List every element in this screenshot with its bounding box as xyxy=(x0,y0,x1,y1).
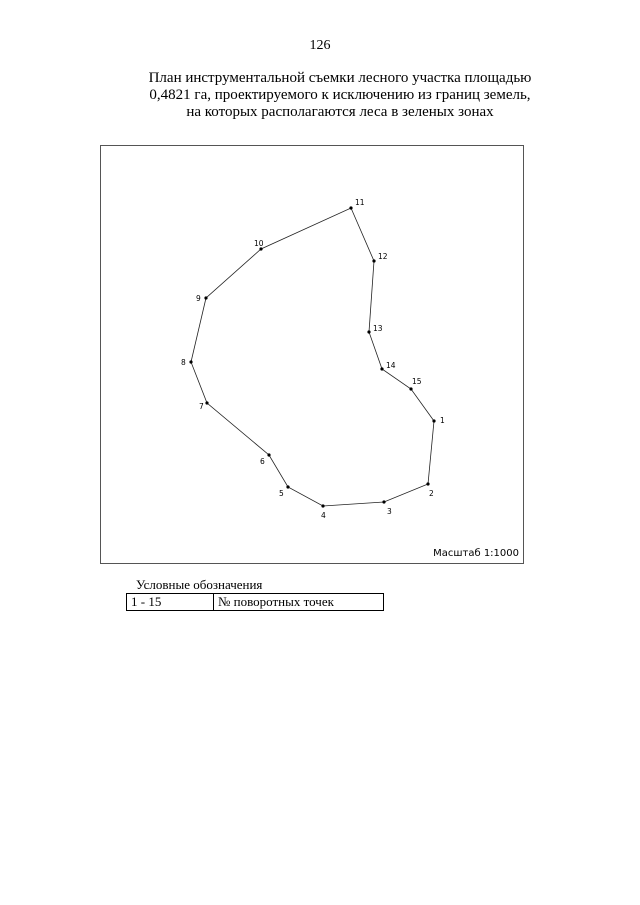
turning-point-label-1: 1 xyxy=(440,416,445,425)
turning-point-11 xyxy=(349,206,352,209)
turning-point-2 xyxy=(426,482,429,485)
scale-label: Масштаб 1:1000 xyxy=(433,548,519,559)
plot-boundary xyxy=(191,208,434,506)
plan-drawing xyxy=(101,146,523,563)
turning-point-label-3: 3 xyxy=(387,507,392,516)
turning-point-6 xyxy=(267,453,270,456)
survey-plan xyxy=(100,145,524,564)
legend-symbol: 1 - 15 xyxy=(127,594,214,611)
legend-table xyxy=(126,593,384,611)
turning-point-label-15: 15 xyxy=(412,377,422,386)
title-line-2: 0,4821 га, проектируемого к исключению из границ земель, xyxy=(149,87,531,103)
turning-point-8 xyxy=(189,360,192,363)
turning-point-1 xyxy=(432,419,435,422)
turning-point-label-4: 4 xyxy=(321,511,326,520)
title-line-1: План инструментальной съемки лесного участка площадью xyxy=(148,70,532,86)
turning-point-14 xyxy=(380,367,383,370)
turning-point-9 xyxy=(204,296,207,299)
turning-point-4 xyxy=(321,504,324,507)
turning-point-label-9: 9 xyxy=(196,294,201,303)
turning-point-13 xyxy=(367,330,370,333)
legend-title: Условные обозначения xyxy=(136,577,263,592)
document-title xyxy=(120,70,560,121)
turning-point-label-11: 11 xyxy=(355,198,365,207)
turning-point-label-14: 14 xyxy=(386,361,396,370)
turning-point-label-13: 13 xyxy=(373,324,383,333)
turning-point-label-5: 5 xyxy=(279,489,284,498)
turning-point-3 xyxy=(382,500,385,503)
page-number: 126 xyxy=(309,38,331,53)
title-line-3: на которых располагаются леса в зеленых зонах xyxy=(186,104,494,120)
turning-point-label-2: 2 xyxy=(429,489,434,498)
turning-point-15 xyxy=(409,387,412,390)
turning-point-label-7: 7 xyxy=(199,402,204,411)
turning-point-label-6: 6 xyxy=(260,457,265,466)
turning-point-label-10: 10 xyxy=(254,239,264,248)
turning-point-label-12: 12 xyxy=(378,252,388,261)
turning-point-label-8: 8 xyxy=(181,358,186,367)
legend-description: № поворотных точек xyxy=(214,594,384,611)
turning-point-5 xyxy=(286,485,289,488)
legend-row xyxy=(127,594,384,611)
turning-point-12 xyxy=(372,259,375,262)
turning-point-7 xyxy=(205,401,208,404)
